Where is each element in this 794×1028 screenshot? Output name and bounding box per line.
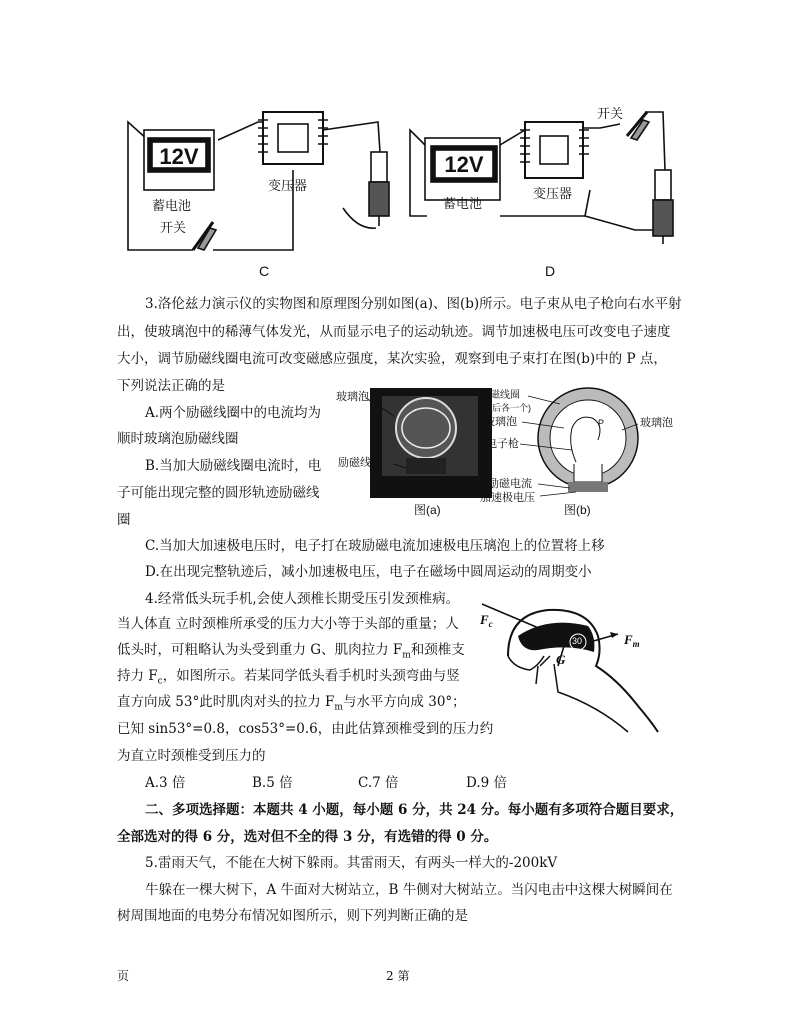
- q3-fig-b-coil-label: 励磁线圈: [480, 390, 520, 401]
- circuit-d-battery-voltage: 12V: [444, 152, 484, 177]
- q3-fig-b-glass-label-left: 玻璃泡: [484, 416, 517, 428]
- q5-line-2: 牛躲在一棵大树下，A 牛面对大树站立，B 牛侧对大树站立。当闪电击中这棵大树瞬间在: [145, 882, 673, 898]
- q3-option-d: D.在出现完整轨迹后，减小加速极电压，电子在磁场中圆周运动的周期变小: [145, 564, 592, 580]
- q3-option-b-line-2: 子可能出现完整的圆形轨迹励磁线: [117, 485, 320, 501]
- q3-figure-a: [336, 384, 496, 520]
- footer-left: 页: [117, 969, 130, 983]
- q3-fig-a-glass-label: 玻璃泡: [336, 391, 369, 403]
- q3-fig-b-caption: 图(b): [564, 503, 591, 517]
- circuit-d-caption: D: [544, 263, 556, 279]
- q3-line-3: 大小，调节励磁线圈电流可改变磁感应强度，某次实验，观察到电子束打在图(b)中的 P 点，: [117, 351, 667, 367]
- q4-line-4-tail: ，如图所示。若某同学低头看手机时头颈弯曲与竖: [162, 668, 460, 684]
- q3-option-b-line-3: 圈: [117, 512, 131, 528]
- q4-line-4: [117, 666, 460, 692]
- q4-fig-fm-sub: m: [632, 639, 640, 649]
- q4-line-6: 已知 sin53°=0.8，cos53°=0.6，由此估算颈椎受到的压力约: [117, 721, 494, 737]
- q4-option-a: A.3 倍: [145, 775, 186, 791]
- circuit-c-battery-label: 蓄电池: [152, 198, 192, 213]
- q4-fig-fc-label: [479, 612, 493, 629]
- section-2-line-1: 二、多项选择题：本题共 4 小题，每小题 6 分，共 24 分。每小题有多项符合题目要求，: [145, 802, 684, 818]
- q3-fig-b-coil-note: (前后各一个): [480, 403, 531, 413]
- circuit-d-switch-label: 开关: [597, 106, 624, 121]
- q4-fig-fm-main: F: [624, 632, 633, 647]
- q4-line-2: 当人体直 立时颈椎所承受的压力大小等于头部的重量；人: [117, 616, 459, 632]
- circuit-c-battery-voltage: 12V: [159, 144, 199, 169]
- circuit-c-switch-label: 开关: [160, 220, 187, 235]
- q4-line-7: 为直立时颈椎受到压力的: [117, 748, 266, 764]
- q4-line-3-sub: m: [402, 650, 411, 661]
- q4-fig-fm-label: [623, 632, 640, 649]
- q4-line-3-tail: 和颈椎支: [410, 642, 465, 658]
- q3-line-4: 下列说法正确的是: [117, 378, 225, 394]
- q3-fig-b-glass-label-right: 玻璃泡: [640, 417, 673, 429]
- q4-line-5-sub: m: [334, 702, 343, 713]
- q3-fig-b-voltage-label: 加速极电压: [480, 492, 535, 504]
- circuit-c-transformer-label: 变压器: [268, 178, 308, 193]
- circuit-d-battery-label: 蓄电池: [443, 196, 483, 211]
- q4-line-4-sub: c: [157, 676, 163, 687]
- q3-option-b-line-1: B.当加大励磁线圈电流时，电: [145, 458, 322, 474]
- q4-line-1: 4.经常低头玩手机,会使人颈椎长期受压引发颈椎病。: [145, 591, 460, 607]
- circuit-d-transformer-label: 变压器: [533, 186, 573, 201]
- q3-option-a-line-2: 顺时玻璃泡励磁线圈: [117, 431, 239, 447]
- footer-page-number: 2 第: [386, 969, 410, 983]
- circuit-c-figure: [118, 100, 408, 280]
- q4-line-5-main: 直方向成 53°此时肌肉对头的拉力 F: [117, 694, 335, 710]
- q4-option-d: D.9 倍: [466, 775, 508, 791]
- q4-figure: [478, 596, 678, 734]
- q3-figure-b: [480, 384, 690, 520]
- q4-line-3-main: 低头时，可粗略认为头受到重力 G、肌肉拉力 F: [117, 642, 403, 658]
- q3-option-c: C.当加大加速极电压时，电子打在玻励磁电流加速极电压璃泡上的位置将上移: [145, 538, 605, 554]
- q3-option-a-line-1: A.两个励磁线圈中的电流均为: [145, 405, 322, 421]
- q5-line-1: 5.雷雨天气，不能在大树下躲雨。其雷雨天，有两头一样大的-200kV: [145, 855, 558, 871]
- q3-fig-b-gun-label: 电子枪: [486, 438, 519, 450]
- q4-fig-angle-30: 30: [572, 636, 583, 646]
- q4-line-4-main: 持力 F: [117, 668, 158, 684]
- q5-line-3: 树周围地面的电势分布情况如图所示，则下列判断正确的是: [117, 908, 468, 924]
- circuit-c-caption: C: [258, 263, 270, 279]
- q4-line-5: [117, 692, 466, 718]
- q3-fig-b-point-label: P: [598, 418, 605, 428]
- q4-option-c: C.7 倍: [358, 775, 399, 791]
- q4-fig-angle-53: 53: [534, 614, 545, 624]
- q4-option-b: B.5 倍: [252, 775, 293, 791]
- q4-line-3: [117, 640, 465, 666]
- q4-fig-g-label: G: [556, 652, 566, 667]
- section-2-line-2: 全部选对的得 6 分，选对但不全的得 3 分，有选错的得 0 分。: [117, 829, 498, 845]
- q3-fig-b-current-label: 励磁电流: [488, 478, 532, 490]
- q4-fig-fc-sub: c: [488, 619, 493, 629]
- circuit-d-figure: [405, 100, 695, 282]
- q3-fig-a-coil-label: 励磁线圈: [338, 457, 382, 469]
- q4-fig-fc-main: F: [480, 612, 489, 627]
- q4-line-5-tail: 与水平方向成 30°；: [342, 694, 466, 710]
- q3-fig-a-caption: 图(a): [414, 503, 441, 517]
- q3-line-2: 出，使玻璃泡中的稀薄气体发光，从而显示电子的运动轨迹。调节加速极电压可改变电子速度: [117, 324, 671, 340]
- q3-line-1: 3.洛伦兹力演示仪的实物图和原理图分别如图(a)、图(b)所示。电子束从电子枪向右水平射: [145, 296, 682, 312]
